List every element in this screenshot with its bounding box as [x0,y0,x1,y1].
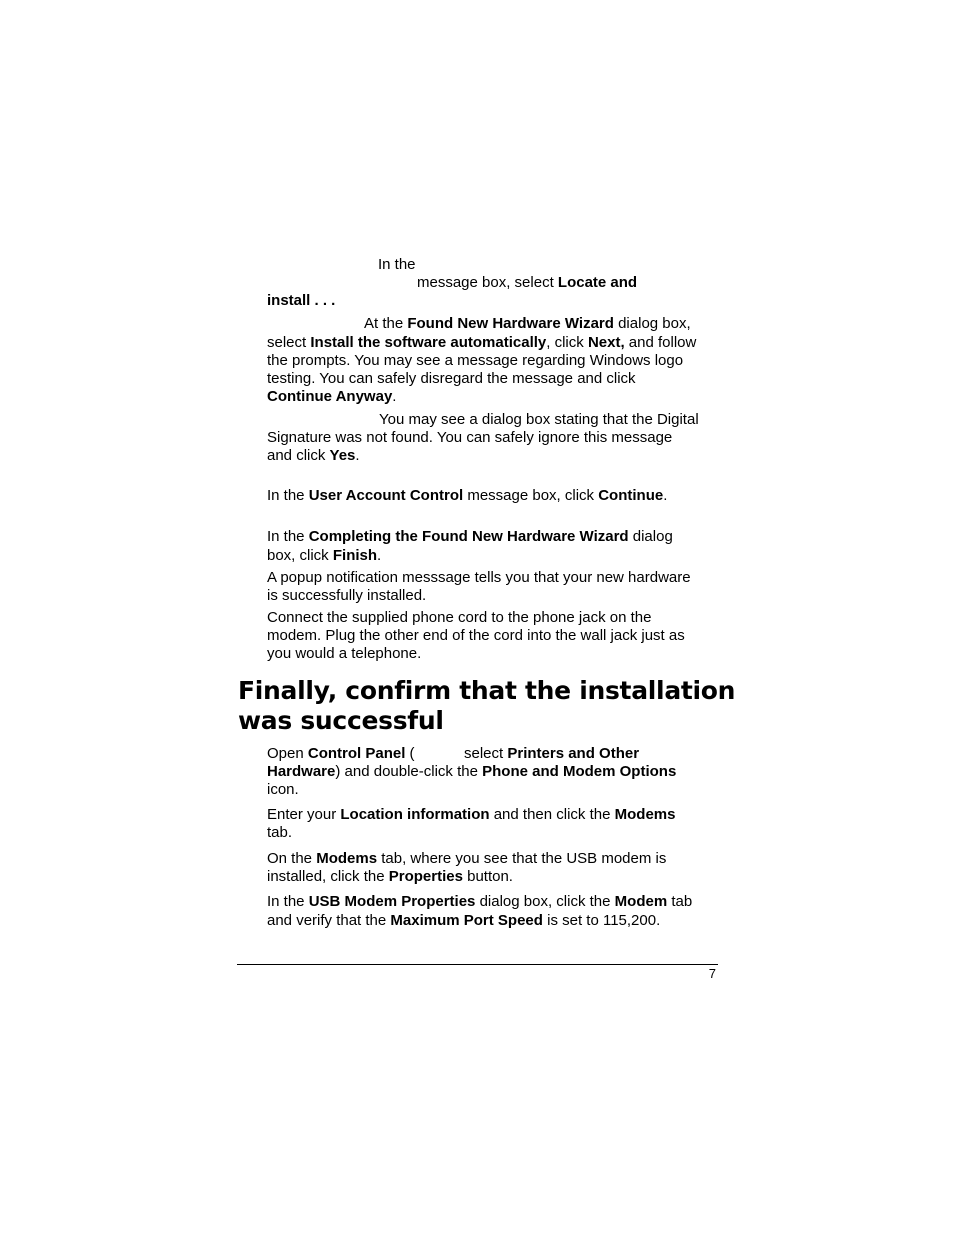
confirm1-line1-tail: select Printers and Other [464,745,640,762]
popup-line1: A popup notification messsage tells you that your new hardware [267,569,691,586]
section-heading: Finally, confirm that the installation was successful [238,676,736,735]
page-number: 7 [708,966,716,981]
confirm2-line2: tab. [267,824,293,841]
step2-line5: Continue Anyway. [267,388,397,405]
step3-line2: Signature was not found. You can safely ignore this message [267,429,673,446]
step1-line1: In the [378,256,416,273]
step5-line1: In the Completing the Found New Hardware Wizard dialog [267,528,673,545]
step4-line1: In the User Account Control message box, click Continue. [267,487,668,504]
step3-line1: You may see a dialog box stating that the Digital [379,411,699,428]
step2-line2: select Install the software automatically, click Next, and follow [267,334,697,351]
confirm4-line2: and verify that the Maximum Port Speed is set to 115,200. [267,912,661,929]
confirm3-line1: On the Modems tab, where you see that the USB modem is [267,850,667,867]
confirm1-line2: Hardware) and double-click the Phone and Modem Options [267,763,677,780]
step5-line2: box, click Finish. [267,547,382,564]
popup-line2: is successfully installed. [267,587,427,604]
step2-line3: the prompts. You may see a message regarding Windows logo [267,352,684,369]
footer-rule [237,964,718,965]
confirm2-line1: Enter your Location information and then click the Modems [267,806,676,823]
confirm4-line1: In the USB Modem Properties dialog box, click the Modem tab [267,893,693,910]
confirm3-line2: installed, click the Properties button. [267,868,513,885]
step1-line2: message box, select Locate and [417,274,638,291]
step2-line4: testing. You can safely disregard the message and click [267,370,636,387]
step2-line1: At the Found New Hardware Wizard dialog box, [364,315,691,332]
step3-line3: and click Yes. [267,447,360,464]
connect-line2: modem. Plug the other end of the cord into the wall jack just as [267,627,685,644]
connect-line1: Connect the supplied phone cord to the phone jack on the [267,609,652,626]
connect-line3: you would a telephone. [267,645,422,662]
confirm1-line1: Open Control Panel ( [267,745,415,762]
confirm1-line3: icon. [267,781,299,798]
step1-line3: install . . . [267,292,336,309]
